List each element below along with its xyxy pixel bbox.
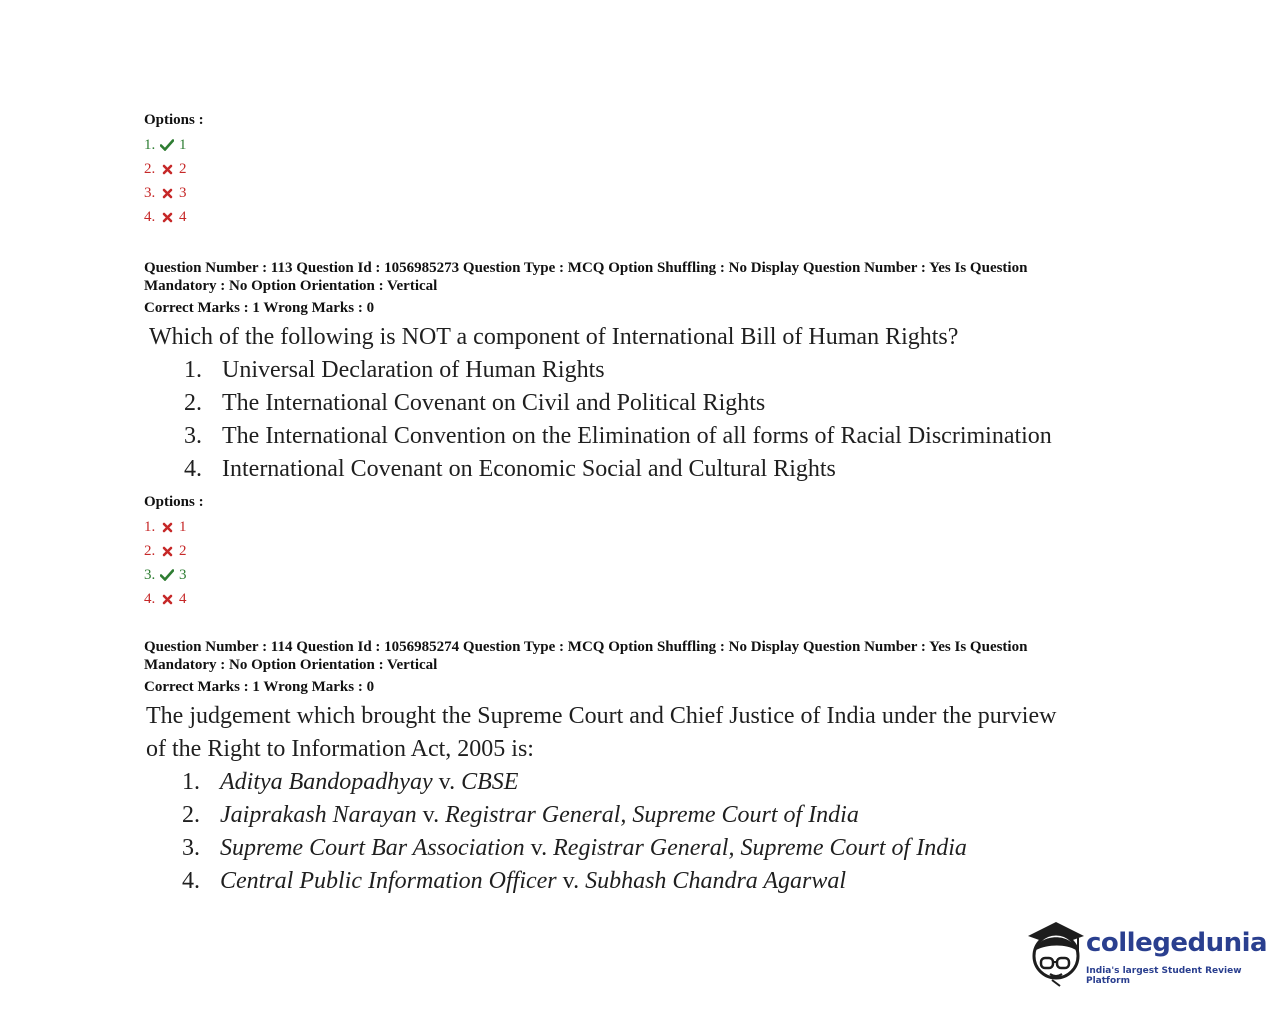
question-meta: Mandatory : No Option Orientation : Vertical	[144, 278, 438, 294]
option-label: 3	[179, 567, 187, 583]
choice-item: 3. The International Convention on the Elimination of all forms of Racial Discrimination	[184, 423, 1052, 449]
cross-icon	[159, 188, 175, 199]
options-title: Options :	[144, 112, 204, 128]
option-number: 4.	[144, 591, 156, 607]
choice-item: 1. Universal Declaration of Human Rights	[184, 357, 605, 383]
option-number: 4.	[144, 209, 156, 225]
choice-item: 4. Central Public Information Officer v. Subhash Chandra Agarwal	[182, 868, 847, 894]
option-number: 2.	[144, 161, 156, 177]
question-text: The judgement which brought the Supreme Court and Chief Justice of India under the purview of the Right to Information Act, 2005 is:	[146, 703, 1057, 762]
marks-info: Correct Marks : 1 Wrong Marks : 0	[144, 300, 375, 316]
check-icon	[159, 139, 175, 151]
check-icon	[159, 569, 175, 581]
option-row	[144, 563, 1144, 587]
cross-icon	[159, 546, 175, 557]
options-title: Options :	[144, 494, 204, 510]
question-114	[144, 638, 1144, 898]
question-meta: Mandatory : No Option Orientation : Vertical	[144, 657, 438, 673]
student-mascot-icon	[1022, 916, 1088, 988]
question-meta: Question Number : 113 Question Id : 1056985273 Question Type : MCQ Option Shuffling : No Display Question Number : Yes Is Question	[144, 260, 1028, 276]
cross-icon	[159, 594, 175, 605]
question-113	[144, 259, 1144, 611]
choice-item: 2. Jaiprakash Narayan v. Registrar General, Supreme Court of India	[182, 802, 859, 828]
option-number: 1.	[144, 519, 156, 535]
option-label: 2	[179, 543, 187, 559]
option-number: 3.	[144, 185, 156, 201]
choice-item: 4. International Covenant on Economic Social and Cultural Rights	[184, 456, 836, 482]
option-number: 3.	[144, 567, 156, 583]
option-label: 2	[179, 161, 187, 177]
cross-icon	[159, 522, 175, 533]
option-row	[144, 205, 1144, 229]
option-label: 1	[179, 137, 187, 153]
option-row	[144, 157, 1144, 181]
option-row	[144, 587, 1144, 611]
collegedunia-logo[interactable]	[1022, 914, 1268, 994]
logo-name: collegedunia	[1086, 928, 1268, 958]
cross-icon	[159, 212, 175, 223]
question-meta: Question Number : 114 Question Id : 1056985274 Question Type : MCQ Option Shuffling : No Display Question Number : Yes Is Question	[144, 639, 1028, 655]
choice-list	[184, 354, 1144, 486]
choice-item: 3. Supreme Court Bar Association v. Registrar General, Supreme Court of India	[182, 835, 967, 861]
option-row	[144, 181, 1144, 205]
marks-info: Correct Marks : 1 Wrong Marks : 0	[144, 679, 375, 695]
option-row	[144, 539, 1144, 563]
option-label: 4	[179, 209, 187, 225]
option-number: 2.	[144, 543, 156, 559]
options-block-prev	[144, 112, 1144, 229]
option-row	[144, 133, 1144, 157]
choice-list	[182, 766, 1144, 898]
logo-tagline: India's largest Student Review Platform	[1086, 966, 1242, 986]
option-label: 3	[179, 185, 187, 201]
option-row	[144, 515, 1144, 539]
option-number: 1.	[144, 137, 156, 153]
option-label: 1	[179, 519, 187, 535]
choice-item: 1. Aditya Bandopadhyay v. CBSE	[182, 769, 519, 795]
cross-icon	[159, 164, 175, 175]
option-label: 4	[179, 591, 187, 607]
question-text: Which of the following is NOT a component of International Bill of Human Rights?	[149, 324, 959, 350]
choice-item: 2. The International Covenant on Civil and Political Rights	[184, 390, 766, 416]
